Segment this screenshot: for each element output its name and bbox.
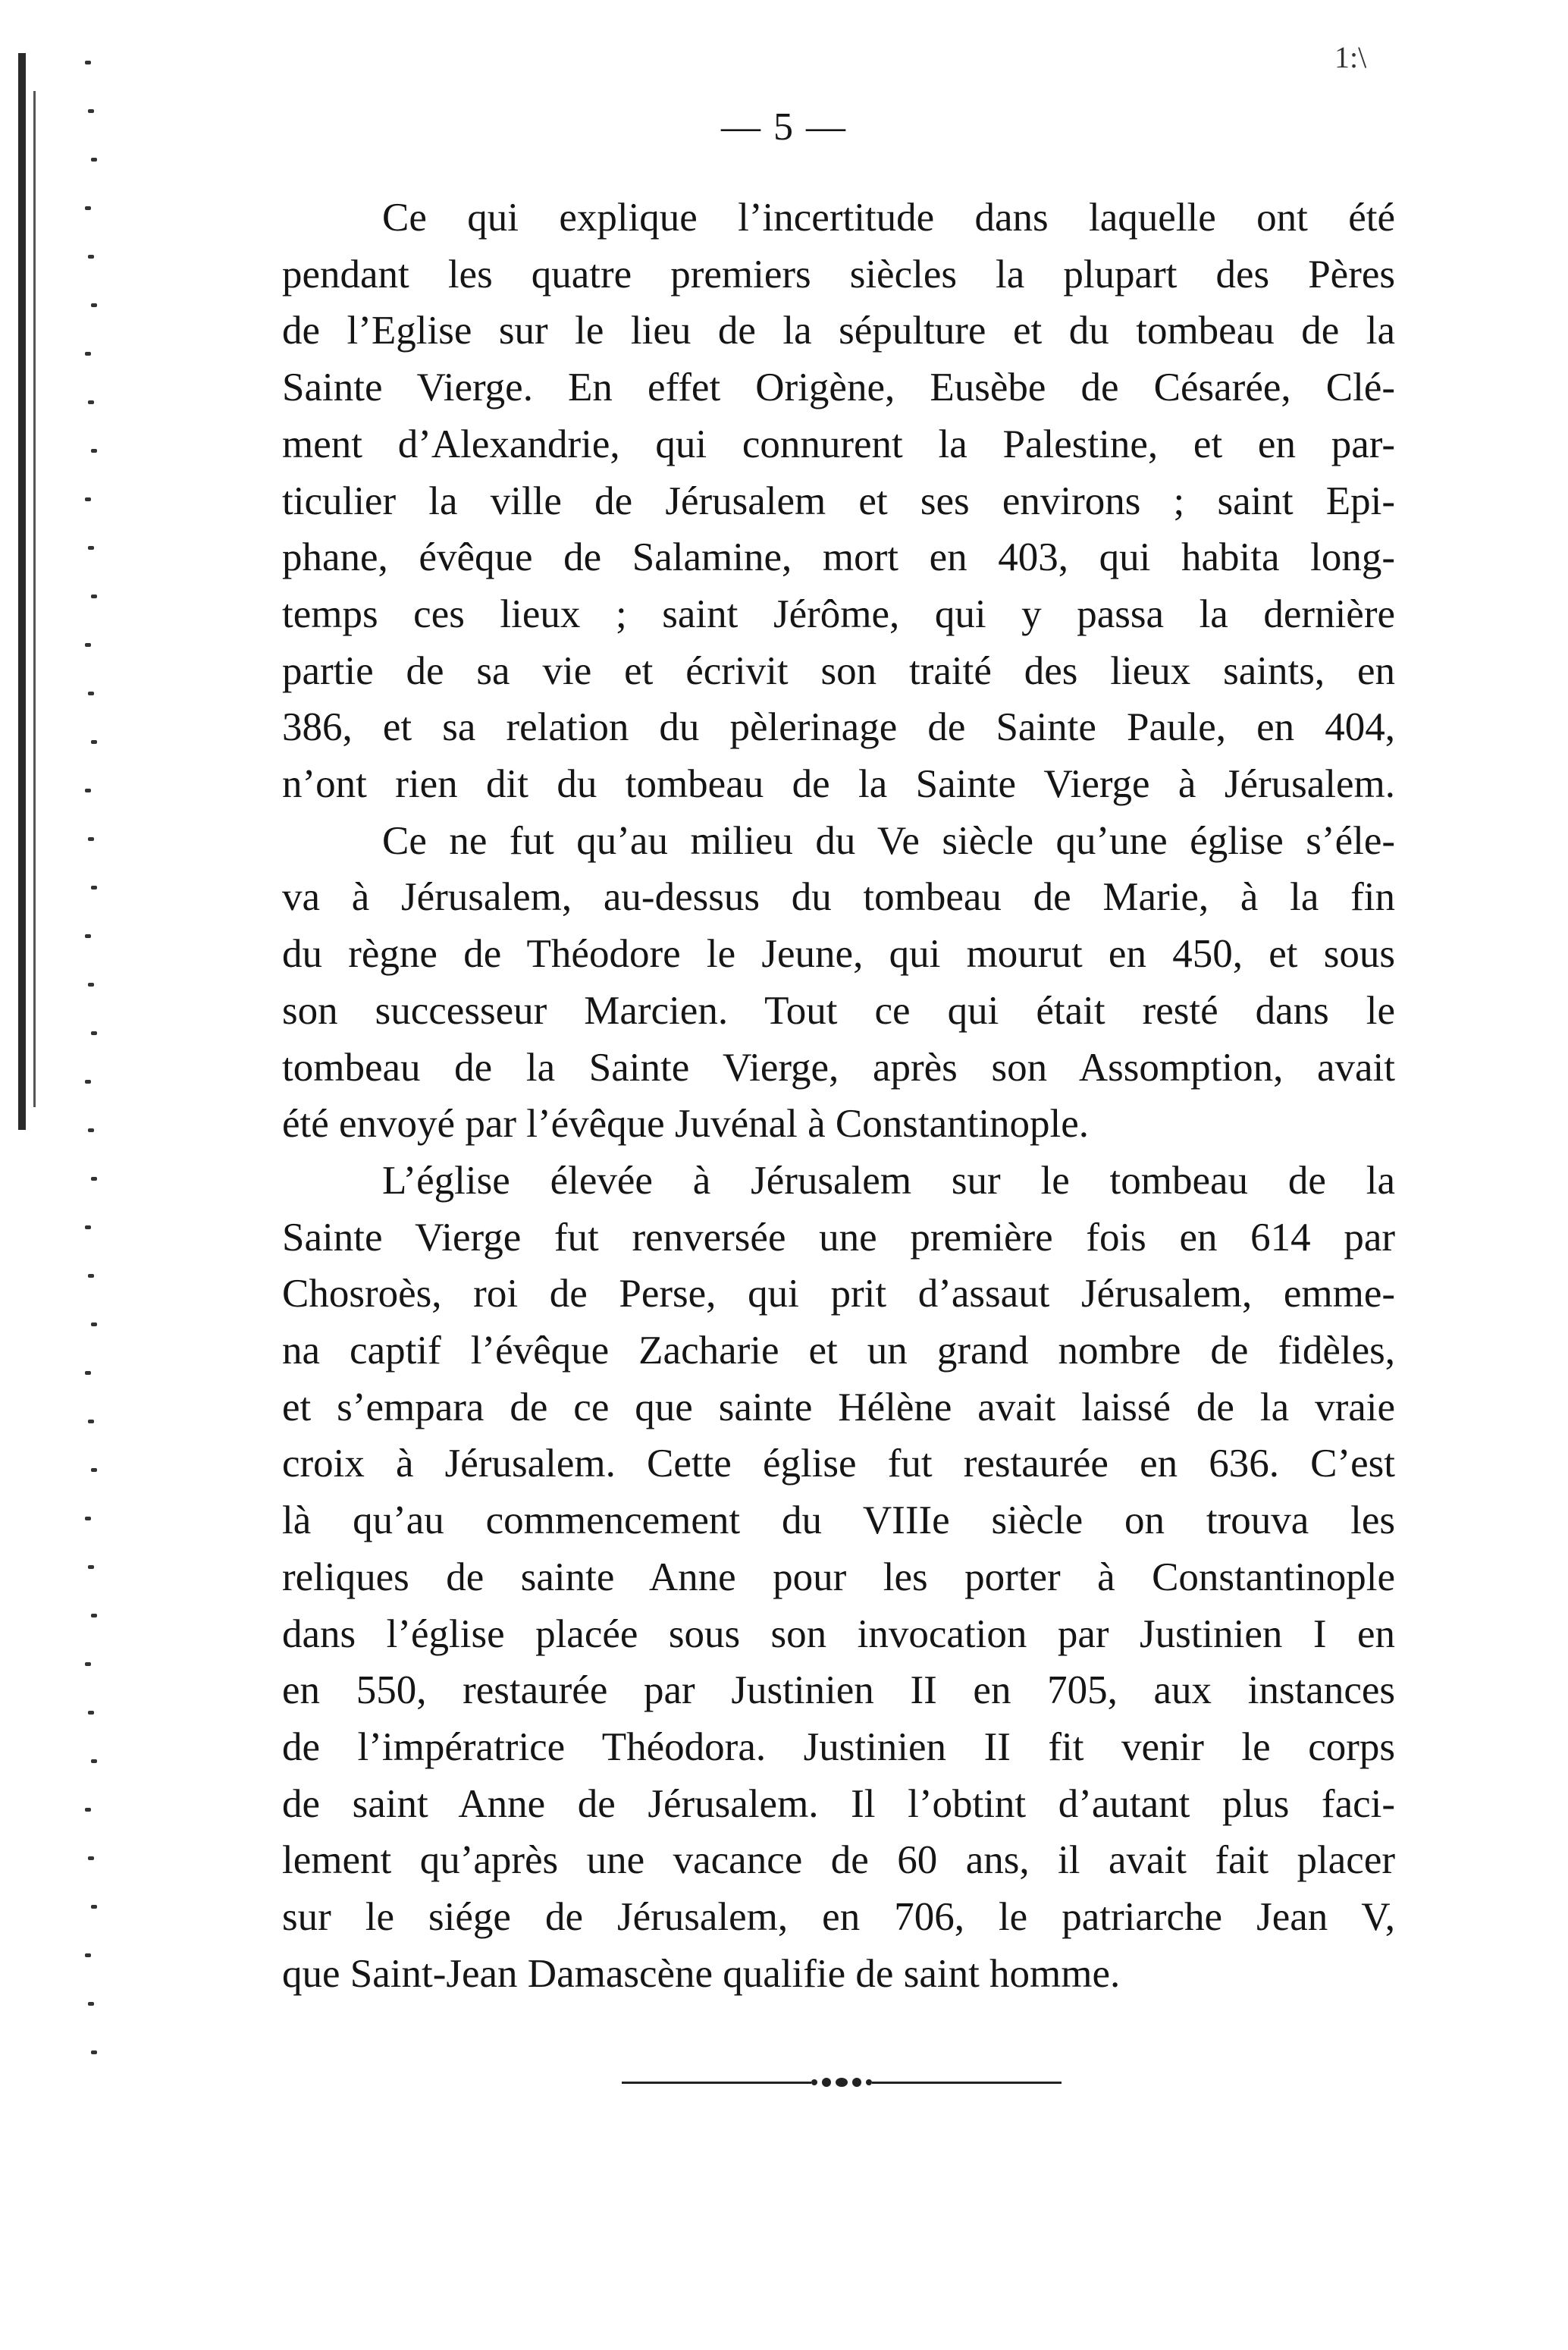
margin-speck	[85, 934, 91, 938]
paragraph-2	[282, 813, 1395, 1153]
text-line: na captif l’évêque Zacharie et un grand nombre de fidèles,	[282, 1329, 1395, 1373]
margin-speck	[91, 1177, 97, 1181]
text-line: Ce ne fut qu’au milieu du Ve siècle qu’une église s’éle-	[382, 818, 1395, 863]
text-line: Ce qui explique l’incertitude dans laquelle ont été	[382, 196, 1395, 240]
margin-speck	[91, 1468, 97, 1472]
text-line: croix à Jérusalem. Cette église fut restaurée en 636. C’est	[282, 1442, 1395, 1486]
margin-speck	[91, 1031, 97, 1035]
text-line: été envoyé par l’évêque Juvénal à Constantinople.	[282, 1102, 1090, 1147]
margin-speck	[88, 983, 94, 987]
margin-speck	[88, 400, 94, 404]
margin-speck	[91, 1614, 97, 1617]
page-number: — 5 —	[721, 105, 847, 149]
margin-speck	[85, 1080, 91, 1084]
text-line: n’ont rien dit du tombeau de la Sainte Vierge à Jérusalem.	[282, 762, 1395, 807]
margin-speck	[85, 1517, 91, 1520]
text-line: de l’impératrice Théodora. Justinien II fit venir le corps	[282, 1724, 1395, 1769]
margin-speck	[91, 303, 97, 307]
margin-speck	[85, 352, 91, 356]
text-line: phane, évêque de Salamine, mort en 403, qui habita long-	[282, 535, 1395, 580]
binding-edge-inner	[33, 91, 36, 1107]
text-line: et s’empara de ce que sainte Hélène avait laissé de la vraie	[282, 1385, 1395, 1429]
ornament-rule-right	[872, 2082, 1062, 2084]
text-line: tombeau de la Sainte Vierge, après son Assomption, avait	[282, 1045, 1395, 1090]
text-line: là qu’au commencement du VIIIe siècle on trouva les	[282, 1498, 1395, 1543]
text-line: temps ces lieux ; saint Jérôme, qui y passa la dernière	[282, 591, 1395, 636]
margin-speck	[91, 740, 97, 744]
margin-speck	[88, 546, 94, 550]
margin-speck	[91, 1905, 97, 1909]
margin-speck	[85, 643, 91, 647]
ornament-knot	[811, 2078, 872, 2087]
text-line: lement qu’après une vacance de 60 ans, il avait fait placer	[282, 1838, 1395, 1883]
text-line: Chosroès, roi de Perse, qui prit d’assaut Jérusalem, emme-	[282, 1272, 1395, 1316]
margin-speck	[85, 1371, 91, 1375]
binding-edge	[18, 53, 26, 1130]
text-line: de saint Anne de Jérusalem. Il l’obtint d’autant plus faci-	[282, 1781, 1395, 1826]
text-line: va à Jérusalem, au-dessus du tombeau de Marie, à la fin	[282, 875, 1395, 920]
margin-speck	[85, 1662, 91, 1666]
text-line: en 550, restaurée par Justinien II en 705, aux instances	[282, 1668, 1395, 1713]
text-line: dans l’église placée sous son invocation par Justinien I en	[282, 1611, 1395, 1656]
margin-speck	[91, 1322, 97, 1326]
text-line: son successeur Marcien. Tout ce qui était resté dans le	[282, 988, 1395, 1033]
paragraph-3	[282, 1153, 1395, 2003]
margin-speck	[88, 1420, 94, 1423]
margin-speck	[91, 449, 97, 453]
margin-speck	[88, 255, 94, 259]
margin-speck	[85, 1808, 91, 1812]
ornament-rule-left	[622, 2082, 811, 2084]
end-ornament	[622, 2078, 1062, 2087]
text-line: de l’Eglise sur le lieu de la sépulture et du tombeau de la	[282, 309, 1395, 353]
margin-speck	[85, 61, 91, 64]
body-text	[282, 190, 1395, 2003]
corner-mark: 1:\	[1334, 40, 1367, 74]
margin-speck	[91, 1759, 97, 1763]
text-line: Sainte Vierge fut renversée une première fois en 614 par	[282, 1215, 1395, 1260]
margin-speck	[88, 837, 94, 841]
margin-speck	[85, 206, 91, 210]
margin-speck	[91, 158, 97, 162]
text-line: partie de sa vie et écrivit son traité des lieux saints, en	[282, 648, 1395, 693]
margin-speck	[88, 1274, 94, 1278]
margin-speck	[91, 595, 97, 598]
text-line: pendant les quatre premiers siècles la plupart des Pères	[282, 252, 1395, 296]
margin-speck	[85, 1225, 91, 1229]
margin-speck	[88, 1711, 94, 1715]
margin-speck	[91, 2050, 97, 2054]
margin-speck	[85, 1953, 91, 1957]
paragraph-1	[282, 190, 1395, 813]
text-line: sur le siége de Jérusalem, en 706, le patriarche Jean V,	[282, 1895, 1395, 1940]
margin-speck	[88, 1128, 94, 1132]
text-line: 386, et sa relation du pèlerinage de Sainte Paule, en 404,	[282, 705, 1395, 750]
text-line: L’église élevée à Jérusalem sur le tombeau de la	[382, 1158, 1395, 1203]
margin-speck	[91, 886, 97, 889]
text-line: ment d’Alexandrie, qui connurent la Palestine, et en par-	[282, 422, 1395, 466]
margin-speck	[85, 497, 91, 501]
margin-speck	[88, 2002, 94, 2006]
text-line: Sainte Vierge. En effet Origène, Eusèbe de Césarée, Clé-	[282, 366, 1395, 410]
text-line: reliques de sainte Anne pour les porter à Constantinople	[282, 1555, 1395, 1599]
margin-speck	[88, 692, 94, 695]
margin-speck	[88, 1565, 94, 1569]
text-line: ticulier la ville de Jérusalem et ses environs ; saint Epi-	[282, 478, 1395, 523]
text-line: que Saint-Jean Damascène qualifie de saint homme.	[282, 1951, 1121, 1996]
margin-speck	[88, 1856, 94, 1860]
text-line: du règne de Théodore le Jeune, qui mourut en 450, et sous	[282, 932, 1395, 977]
margin-speck	[85, 789, 91, 792]
